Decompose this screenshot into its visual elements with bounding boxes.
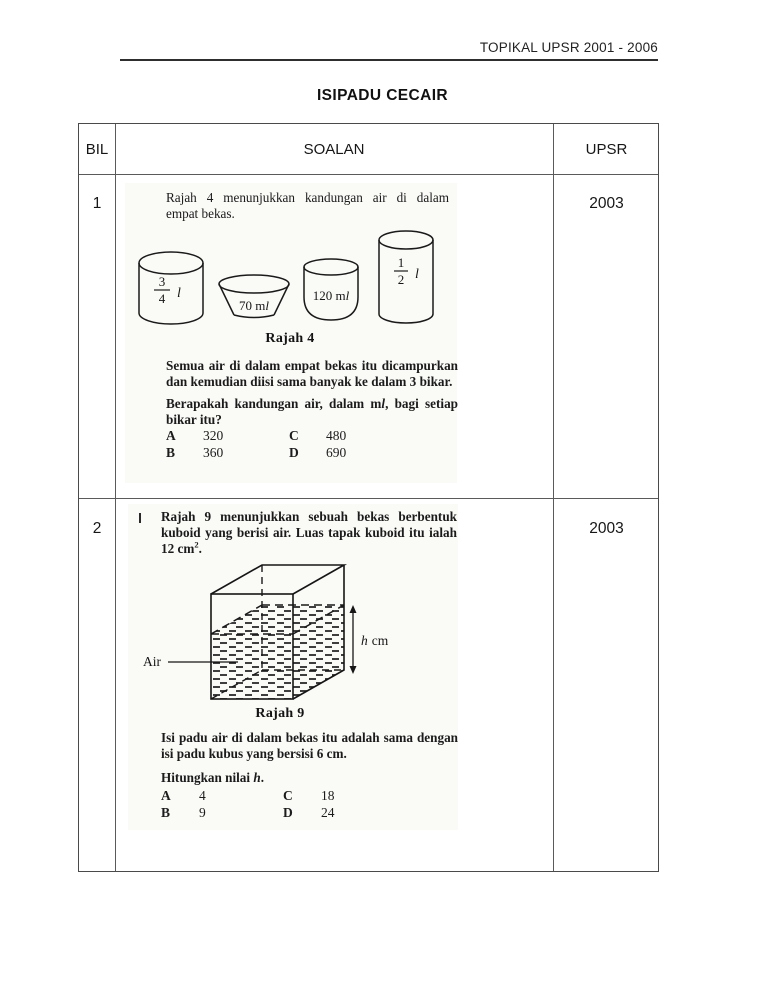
svg-text:1: 1 <box>397 255 405 270</box>
q1-option-c-letter: C <box>289 428 299 443</box>
q2-number: 2 <box>92 520 102 537</box>
col-header-bil: BIL <box>85 140 109 158</box>
q1-option-a-value: 320 <box>203 428 224 443</box>
container2-label: 70 ml <box>239 298 269 313</box>
q2-option-b-letter: B <box>161 804 171 820</box>
q2-question-line: Hitungkan nilai h. <box>161 770 264 785</box>
h-cm-label: h cm <box>361 633 389 648</box>
question-table <box>78 123 659 872</box>
q2-body-paragraph <box>161 730 458 762</box>
air-label: Air <box>143 654 161 669</box>
header-rule <box>120 59 658 61</box>
q1-body-line1: Semua air di dalam empat bekas itu dicampurkan <box>166 358 458 373</box>
q1-options-row2 <box>166 445 466 462</box>
rajah9-caption: Rajah 9 <box>255 706 305 721</box>
q2-options-row1 <box>161 788 461 805</box>
q1-content-cell <box>115 174 553 498</box>
q2-intro-line2: kuboid yang berisi air. Luas tapak kuboid itu ialah <box>161 525 457 541</box>
container-cylinder-1-2-litre <box>379 231 433 323</box>
q2-body-line1: Isi padu air di dalam bekas itu adalah sama dengan <box>161 730 458 745</box>
q1-year: 2003 <box>589 195 624 212</box>
col-header-upsr: UPSR <box>585 140 628 158</box>
water-hatching <box>211 605 344 699</box>
q1-option-b-value: 360 <box>203 444 224 460</box>
q1-intro-line2: empat bekas. <box>166 206 235 222</box>
svg-text:l: l <box>177 286 181 301</box>
q2-option-d-letter: D <box>283 804 293 820</box>
q1-option-b-letter: B <box>166 444 176 460</box>
q2-intro-line1: Rajah 9 menunjukkan sebuah bekas berbentuk <box>161 509 457 524</box>
svg-text:3: 3 <box>158 274 166 289</box>
q1-number: 1 <box>92 195 102 212</box>
q2-intro-paragraph <box>161 509 457 558</box>
page-title: ISIPADU CECAIR <box>316 87 449 104</box>
q1-intro-paragraph <box>166 190 449 222</box>
q1-question-line1: Berapakah kandungan air, dalam ml, bagi setiap <box>166 396 458 411</box>
container1-label <box>154 274 181 306</box>
q1-option-c-value: 480 <box>326 428 347 443</box>
rajah9-cuboid-diagram <box>140 561 400 701</box>
svg-text:4: 4 <box>158 291 166 306</box>
q1-option-a-letter: A <box>166 428 176 443</box>
q2-options <box>161 788 461 821</box>
q1-option-d-letter: D <box>289 444 299 460</box>
q1-body-paragraph <box>166 358 458 390</box>
rajah4-caption: Rajah 4 <box>265 331 315 346</box>
container4-label <box>394 255 419 287</box>
svg-text:l: l <box>415 267 419 282</box>
q1-body-line2: dan kemudian diisi sama banyak ke dalam 3 bikar. <box>166 374 453 390</box>
container-cylinder-3-4-litre <box>139 252 203 324</box>
scan-artifact-tick <box>139 513 141 523</box>
rajah4-containers-diagram <box>129 229 449 329</box>
q1-option-d-value: 690 <box>326 444 347 460</box>
q2-body-line2: isi padu kubus yang bersisi 6 cm. <box>161 746 347 762</box>
q2-option-b-value: 9 <box>199 804 206 820</box>
q2-option-a-letter: A <box>161 788 171 803</box>
q2-option-a-value: 4 <box>199 788 206 803</box>
q2-option-c-letter: C <box>283 788 293 803</box>
h-dimension-arrow <box>350 605 357 674</box>
q2-content-cell <box>115 499 553 873</box>
col-header-soalan: SOALAN <box>303 140 365 158</box>
q2-year: 2003 <box>589 520 624 537</box>
q1-question-paragraph <box>166 396 458 428</box>
q2-option-d-value: 24 <box>321 804 335 820</box>
q2-options-row2 <box>161 805 461 822</box>
q1-options <box>166 428 466 461</box>
q2-option-c-value: 18 <box>321 788 335 803</box>
q2-intro-line3: 12 $cm^2$. <box>161 540 202 557</box>
q1-question-line2: bikar itu? <box>166 412 222 428</box>
q1-options-row1 <box>166 428 466 445</box>
page-header-topic: TOPIKAL UPSR 2001 - 2006 <box>479 40 658 55</box>
container3-label: 120 ml <box>312 288 350 303</box>
q1-intro-line1: Rajah 4 menunjukkan kandungan air di dalam <box>166 190 449 205</box>
svg-text:2: 2 <box>397 272 405 287</box>
